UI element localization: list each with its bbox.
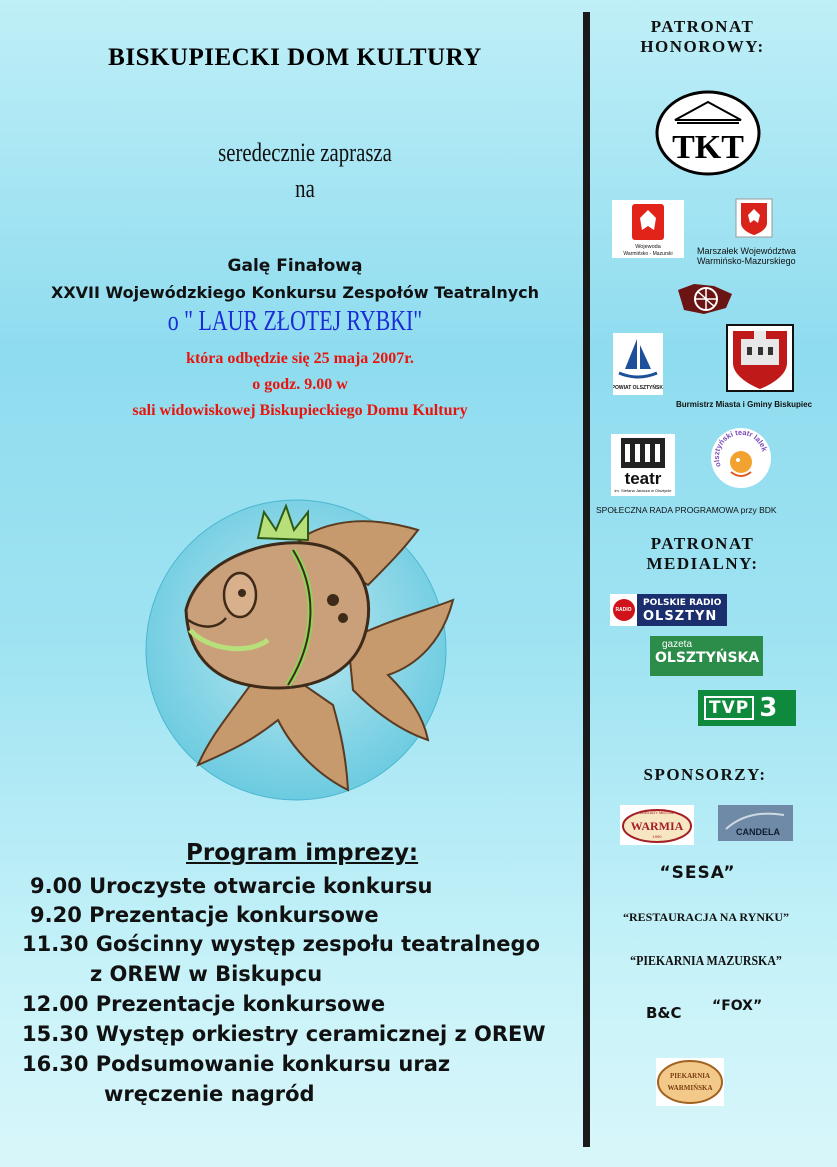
teatr-lalek-logo	[711, 428, 771, 488]
event-date: która odbędzie się 25 maja 2007r.	[186, 350, 414, 367]
svg-text:olsztyński teatr lalek: olsztyński teatr lalek	[711, 428, 770, 469]
svg-text:teatr: teatr	[624, 469, 662, 488]
svg-text:Wojewoda: Wojewoda	[635, 244, 661, 250]
eagle-crest-icon	[612, 200, 684, 258]
sponsor-bc: B&C	[646, 1004, 682, 1022]
svg-text:im. Stefana Jaracza w Olsztyni: im. Stefana Jaracza w Olsztynie	[614, 488, 672, 493]
svg-text:PIEKARNIA: PIEKARNIA	[669, 1072, 711, 1080]
sponsors-title: SPONSORZY:	[643, 765, 767, 784]
invite-line-2: na	[295, 174, 315, 203]
candela-logo	[718, 805, 793, 841]
teatr-jaracza-logo	[611, 434, 675, 496]
candela-swoosh-icon	[718, 805, 793, 841]
sponsor-sesa: “SESA”	[659, 863, 736, 883]
piekarnia-warminska-logo	[656, 1058, 724, 1106]
svg-text:WARMIŃSKA: WARMIŃSKA	[667, 1084, 713, 1092]
invite-line-1: seredecznie zaprasza	[218, 138, 392, 167]
page-title: BISKUPIECKI DOM KULTURY	[108, 44, 482, 71]
program-item: 9.20 Prezentacje konkursowe	[30, 903, 379, 927]
golden-fish-illustration	[118, 490, 478, 810]
vertical-divider	[583, 12, 590, 1147]
powiat-olsztynski-logo	[613, 333, 663, 395]
event-place: sali widowiskowej Biskupieckiego Domu Kultury	[132, 402, 468, 419]
svg-text:ZAKŁADY MIĘSNE: ZAKŁADY MIĘSNE	[639, 810, 675, 815]
marszalek-caption: Marszałek Województwa Warmińsko-Mazurskiego	[697, 246, 796, 266]
svg-text:1990: 1990	[652, 834, 662, 839]
program-item: z OREW w Biskupcu	[90, 962, 323, 986]
burmistrz-caption: Burmistrz Miasta i Gminy Biskupiec	[676, 400, 813, 409]
marszalek-crest-icon	[733, 197, 775, 239]
puppet-theatre-icon	[711, 428, 771, 488]
sponsor-piekarnia-mazurska: “PIEKARNIA MAZURSKA”	[630, 954, 782, 969]
theatre-building-icon	[611, 434, 675, 496]
tkt-logo	[655, 90, 761, 176]
polskie-radio-olsztyn-logo: RADIO POLSKIE RADIO OLSZTYN	[610, 594, 727, 626]
event-name: o " LAUR ZŁOTEJ RYBKI"	[167, 306, 423, 337]
tvp3-logo: TVP 3	[698, 690, 796, 726]
program-item: 15.30 Występ orkiestry ceramicznej z OREW	[22, 1022, 546, 1046]
honorary-patronage-title: PATRONAT HONOROWY:	[640, 17, 765, 56]
radio-icon: RADIO	[613, 599, 635, 621]
sponsor-fox: “FOX”	[712, 998, 763, 1014]
program-item: 16.30 Podsumowanie konkursu uraz	[22, 1052, 451, 1076]
media-patronage-title: PATRONAT MEDIALNY:	[646, 534, 759, 573]
program-title: Program imprezy:	[186, 840, 419, 866]
sponsor-restauracja: “RESTAURACJA NA RYNKU”	[622, 910, 790, 924]
rada-caption: SPOŁECZNA RADA PROGRAMOWA przy BDK	[596, 505, 777, 515]
globe-logo	[674, 280, 734, 316]
biskupiec-crest-icon	[725, 323, 795, 393]
program-item: wręczenie nagród	[104, 1082, 315, 1106]
wojewoda-logo	[612, 200, 684, 258]
svg-text:WARMIA: WARMIA	[630, 819, 684, 833]
gala-line-1: Galę Finałową	[227, 256, 363, 276]
svg-text:Warmińsko - Mazurski: Warmińsko - Mazurski	[623, 251, 673, 257]
program-item: 11.30 Gościnny występ zespołu teatralnego	[22, 932, 541, 956]
svg-text:CANDELA: CANDELA	[736, 827, 780, 837]
gala-line-2: XXVII Wojewódzkiego Konkursu Zespołów Teatralnych	[50, 283, 540, 302]
tkt-text: TKT	[672, 129, 744, 166]
sailboat-icon	[613, 333, 663, 395]
svg-text:POWIAT OLSZTYŃSKI: POWIAT OLSZTYŃSKI	[613, 385, 663, 391]
event-time: o godz. 9.00 w	[252, 376, 348, 393]
warmia-logo	[620, 805, 694, 845]
gazeta-olsztynska-logo: gazeta OLSZTYŃSKA	[650, 636, 763, 676]
program-item: 12.00 Prezentacje konkursowe	[22, 992, 386, 1016]
program-item: 9.00 Uroczyste otwarcie konkursu	[30, 874, 433, 898]
